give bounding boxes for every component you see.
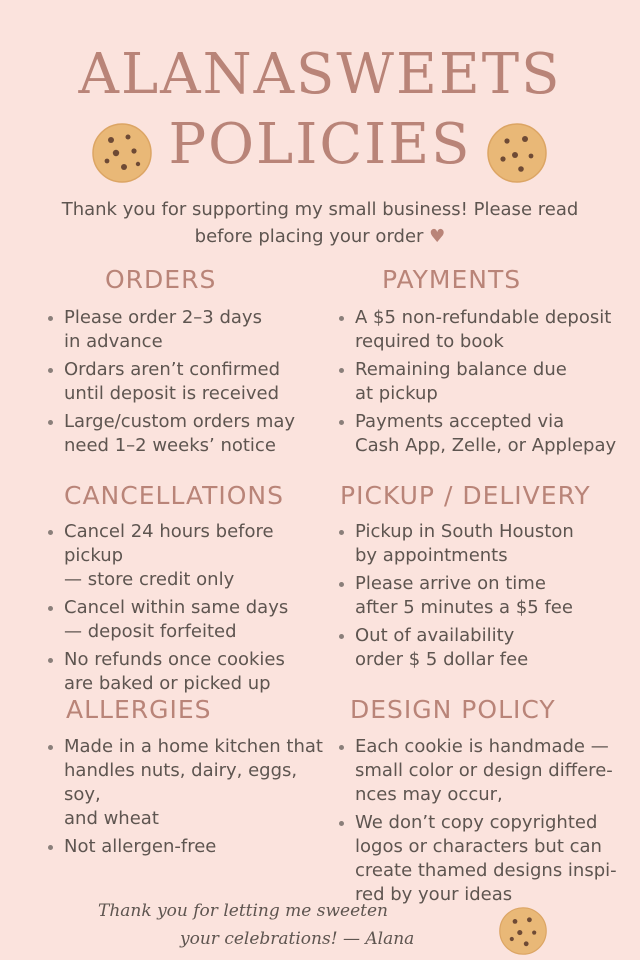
- cookie-icon: [92, 123, 152, 183]
- list-item: Large/custom orders may need 1–2 weeks’ notice: [48, 410, 328, 458]
- allergies-heading: ALLERGIES: [66, 695, 212, 724]
- list-item: No refunds once cookies are baked or picked up: [48, 648, 333, 696]
- list-item: Payments accepted via Cash App, Zelle, or Applepay: [339, 410, 634, 458]
- closing-line2: your celebrations! — Alana: [180, 929, 415, 949]
- cookie-icon: [487, 123, 547, 183]
- list-item: Pickup in South Houston by appointments: [339, 520, 634, 568]
- list-item: A $5 non-refundable deposit required to book: [339, 306, 634, 354]
- list-item: Each cookie is handmade — small color or design differe- nces may occur,: [339, 735, 634, 807]
- heart-icon: ♥: [429, 226, 446, 247]
- cancellations-list: [48, 520, 333, 700]
- list-item: We don’t copy copyrighted logos or characters but can create thamed designs inspi- red by your ideas: [339, 811, 634, 907]
- orders-list: [48, 306, 328, 462]
- cookie-icon: [499, 907, 547, 955]
- design-list: [339, 735, 634, 911]
- pickup-list: [339, 520, 634, 676]
- intro-line2: before placing your order: [194, 226, 424, 247]
- payments-heading: PAYMENTS: [382, 265, 522, 294]
- closing-line1: Thank you for letting me sweeten: [98, 901, 388, 921]
- orders-heading: ORDERS: [105, 265, 217, 294]
- list-item: Cancel within same days — deposit forfeited: [48, 596, 333, 644]
- pickup-heading: PICKUP / DELIVERY: [340, 481, 591, 510]
- payments-list: [339, 306, 634, 462]
- design-heading: DESIGN POLICY: [350, 695, 556, 724]
- cancellations-heading: CANCELLATIONS: [64, 481, 284, 510]
- list-item: Please order 2–3 days in advance: [48, 306, 328, 354]
- page-title-line2: POLICIES: [168, 112, 472, 177]
- list-item: Remaining balance due at pickup: [339, 358, 634, 406]
- list-item: Made in a home kitchen that handles nuts, dairy, eggs, soy, and wheat: [48, 735, 333, 831]
- page-title-line1: ALANASWEETS: [78, 42, 562, 107]
- allergies-list: [48, 735, 333, 863]
- intro-line1: Thank you for supporting my small business! Please read: [61, 199, 579, 220]
- list-item: Please arrive on time after 5 minutes a $5 fee: [339, 572, 634, 620]
- list-item: Out of availability order $ 5 dollar fee: [339, 624, 634, 672]
- list-item: Cancel 24 hours before pickup — store credit only: [48, 520, 333, 592]
- list-item: Ordars aren’t confirmed until deposit is received: [48, 358, 328, 406]
- list-item: Not allergen-free: [48, 835, 333, 859]
- intro-text: [40, 196, 600, 250]
